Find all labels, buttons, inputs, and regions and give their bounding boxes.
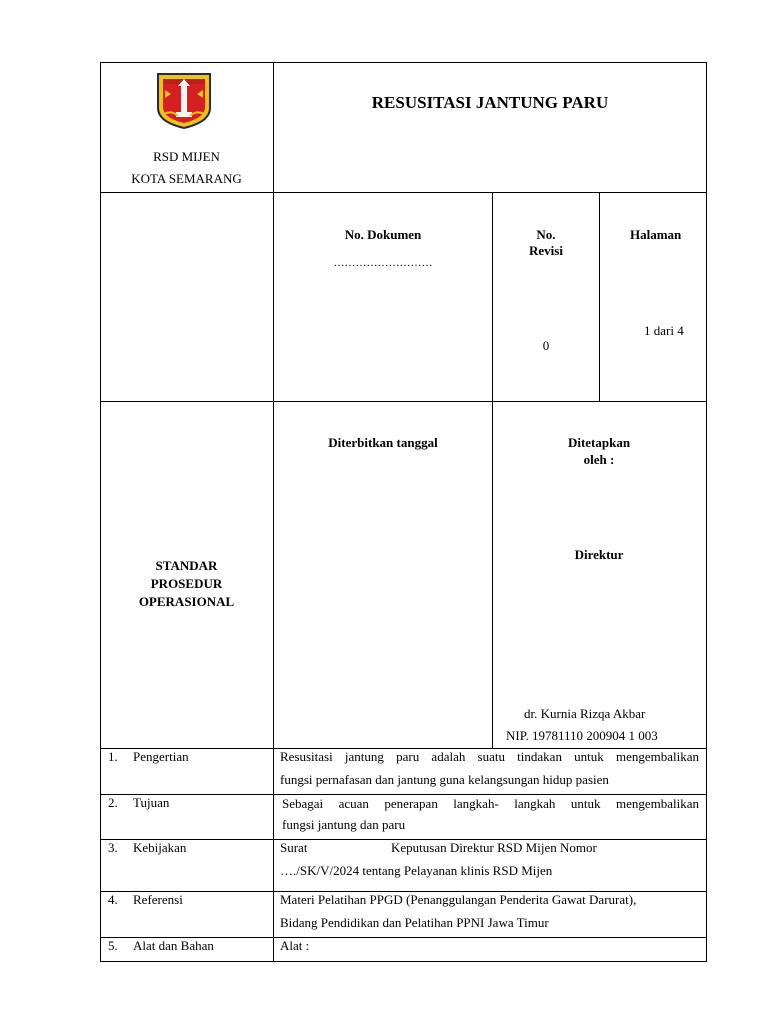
section-content: …./SK/V/2024 tentang Pelayanan klinis RSD Mijen <box>280 863 553 878</box>
border-right <box>706 62 707 962</box>
ditetapkan-label: Ditetapkan <box>567 435 631 450</box>
no-dokumen-label: No. Dokumen <box>344 227 422 242</box>
section-content: fungsi jantung dan paru <box>282 817 406 832</box>
section-content: fungsi pernafasan dan jantung guna kelangsungan hidup pasien <box>280 772 609 787</box>
section-content: Materi Pelatihan PPGD (Penanggulangan Penderita Gawat Darurat), <box>280 892 637 907</box>
sop-label: PROSEDUR <box>150 576 223 591</box>
section-title: Alat dan Bahan <box>133 938 214 953</box>
direktur-name: dr. Kurnia Rizqa Akbar <box>524 706 646 721</box>
direktur-nip: NIP. 19781110 200904 1 003 <box>506 728 658 743</box>
no-revisi-value: 0 <box>542 338 550 353</box>
column-divider <box>273 62 274 962</box>
no-revisi-label: No. <box>536 227 556 242</box>
halaman-label: Halaman <box>630 227 682 242</box>
section-title: Pengertian <box>133 749 189 764</box>
border-top <box>100 62 707 63</box>
column-divider <box>492 192 493 748</box>
section-content: Sebagai acuan penerapan langkah- langkah untuk mengembalikan <box>282 796 699 811</box>
section-content: Bidang Pendidikan dan Pelatihan PPNI Jawa Timur <box>280 915 549 930</box>
document-title: RESUSITASI JANTUNG PARU <box>371 93 609 112</box>
border-bottom <box>100 961 707 962</box>
sop-label: OPERASIONAL <box>138 594 235 609</box>
section-content: Alat : <box>280 938 310 953</box>
sop-label: STANDAR <box>155 558 218 573</box>
section-number: 2. <box>108 795 118 810</box>
section-title: Kebijakan <box>133 840 187 855</box>
column-divider <box>599 192 600 401</box>
sop-document <box>100 62 707 962</box>
direktur-title: Direktur <box>574 547 624 562</box>
section-number: 3. <box>108 840 118 855</box>
section-title: Tujuan <box>133 795 170 810</box>
section-title: Referensi <box>133 892 183 907</box>
institution-city: KOTA SEMARANG <box>131 171 242 186</box>
ditetapkan-label: oleh : <box>583 452 615 467</box>
row-divider <box>100 794 707 795</box>
section-content: Surat <box>280 840 308 855</box>
semarang-city-emblem-icon <box>156 72 212 130</box>
no-dokumen-value: ……………………… <box>333 257 433 269</box>
halaman-value: 1 dari 4 <box>644 323 684 338</box>
row-divider <box>100 401 707 402</box>
row-divider <box>100 192 707 193</box>
diterbitkan-label: Diterbitkan tanggal <box>328 435 438 450</box>
border-left <box>100 62 101 962</box>
section-content: Resusitasi jantung paru adalah suatu tindakan untuk mengembalikan <box>280 749 699 764</box>
section-content: Keputusan Direktur RSD Mijen Nomor <box>391 840 597 855</box>
section-number: 1. <box>108 749 118 764</box>
no-revisi-label: Revisi <box>529 243 563 258</box>
section-number: 4. <box>108 892 118 907</box>
section-number: 5. <box>108 938 118 953</box>
institution-name: RSD MIJEN <box>153 149 220 164</box>
